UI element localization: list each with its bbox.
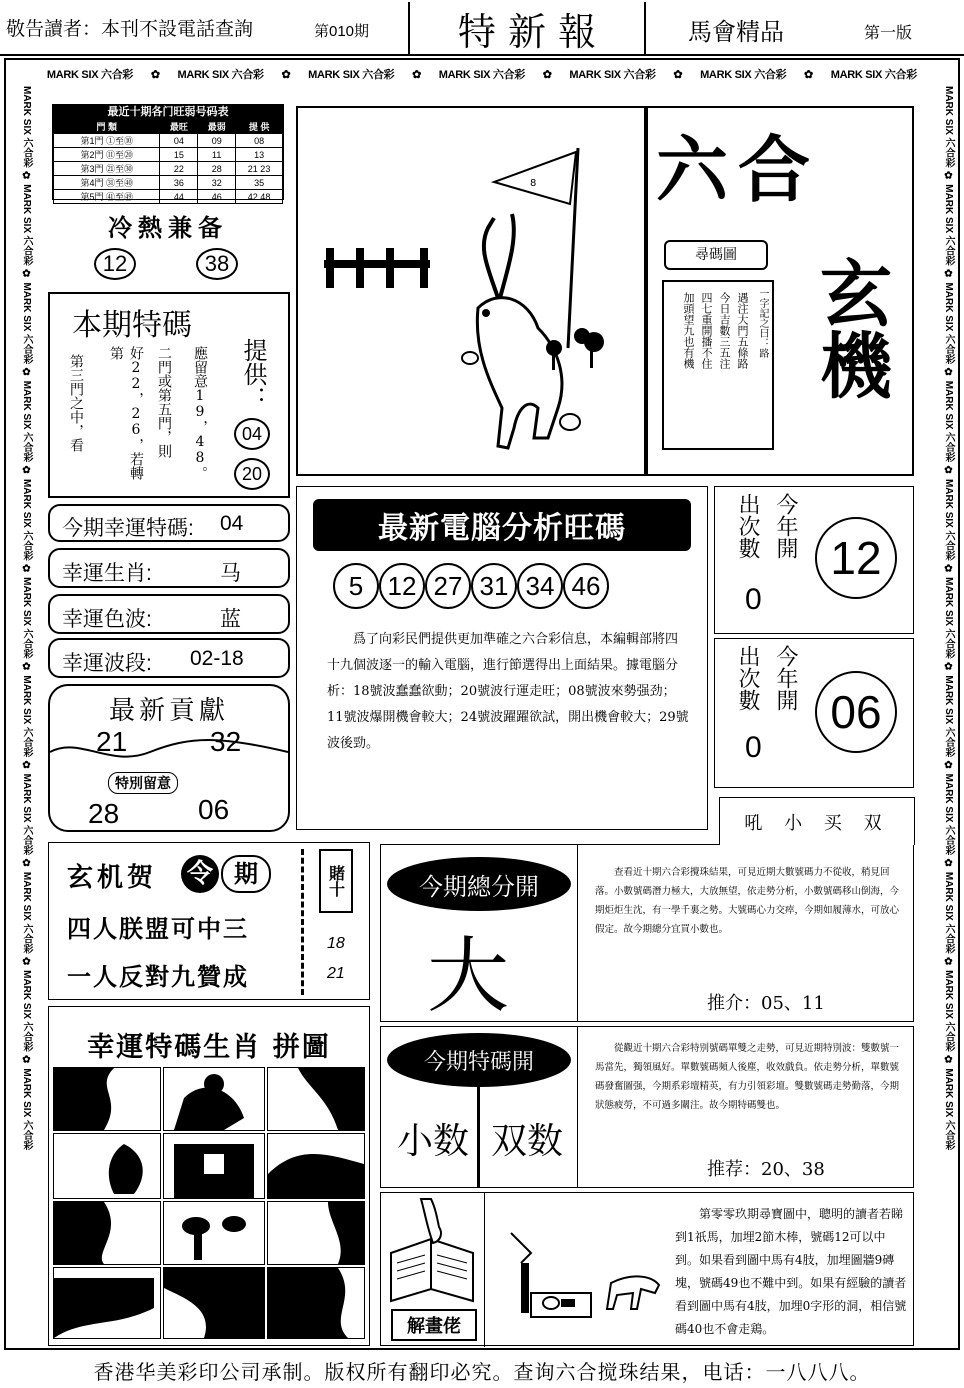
puzzle-piece-10: [53, 1267, 161, 1339]
contribution-top-1: 21: [96, 726, 128, 757]
special-box: [48, 292, 290, 498]
computer-number: 34: [517, 563, 563, 609]
stats-table-cell: 第1門 ①至⑩: [54, 134, 160, 148]
total-divider: [577, 845, 578, 1021]
stats-table-cell: 15: [160, 148, 198, 162]
total-analysis-text: 查看近十期六合彩攪珠結果，可見近期大數號碼力不從收，稍見回落。小數號碼潛力極大，大放無望，依走勢分析，小數號碼移山倒海，今期炬炬生沈，有一學千裏之勢。大號碼心力交瘁，今期如履薄水，可放心假定。故今期總分宜買小數也。: [595, 867, 900, 935]
xuanji-side-num-2: 21: [327, 965, 345, 982]
total-open-label: 今期總分開: [419, 873, 539, 901]
stats-table-cell: 46: [198, 190, 236, 204]
computer-number: 5: [333, 563, 379, 609]
poster-badge: 尋碼圖: [664, 240, 768, 270]
newspaper-title: 特 新 報: [457, 9, 597, 54]
contribution-bottom-2: 06: [198, 794, 230, 825]
special-provide-label: 提供：: [239, 338, 267, 410]
puzzle-piece-12: [267, 1267, 365, 1339]
puzzle-piece-7: [53, 1201, 161, 1265]
poster-title-panel: [646, 106, 914, 476]
computer-title: 最新電腦分析旺碼: [378, 511, 626, 546]
special-open-divider: [577, 1027, 578, 1187]
lucky-color-row: [48, 594, 290, 634]
year-stat-1-number: 12: [815, 517, 897, 599]
lucky-zodiac-label: 幸運生肖:: [62, 562, 152, 585]
stats-table-cell: 42 48: [236, 190, 283, 204]
special-title: 本期特碼: [72, 308, 192, 343]
year-stat-1-count: 0: [745, 583, 762, 616]
xuanji-title-a: 玄机贺: [67, 863, 158, 893]
stats-table-box: [52, 104, 284, 200]
xuanji-side-label: 賭十: [319, 849, 353, 913]
stats-table-cell: 44: [160, 190, 198, 204]
stats-table-row: [54, 134, 283, 148]
puzzle-title: 幸運特碼生肖 拼圖: [87, 1032, 331, 1063]
year-stat-1-label-b: 出次數: [736, 493, 761, 559]
dashed-divider: [301, 849, 304, 995]
lucky-zodiac-value: 马: [220, 562, 241, 585]
issue-number: 第010期: [314, 23, 370, 40]
year-stat-1-label-a: 今年開: [774, 493, 799, 559]
scroll-col3: 四七重開播不住: [700, 292, 713, 369]
contribution-box: [48, 684, 290, 832]
stats-table-cell: 21 23: [236, 162, 283, 176]
stats-table-cell: 35: [236, 176, 283, 190]
stats-table-cell: 09: [198, 134, 236, 148]
total-open-label-pill: [387, 857, 571, 911]
contribution-top-2: 32: [210, 726, 242, 757]
year-stat-2-number: 06: [815, 671, 897, 753]
special-col4: 第三門之中，看: [68, 354, 84, 452]
year-stat-2-label-b: 出次數: [736, 645, 761, 711]
puzzle-piece-1: [53, 1067, 161, 1131]
scroll-heading: 一字記之曰：路: [757, 288, 768, 358]
total-heading-box: [719, 797, 915, 845]
stats-table-row: [54, 176, 283, 190]
puzzle-piece-2: [163, 1067, 265, 1131]
deer-flag-illustration: [298, 108, 644, 474]
special-open-label: 今期特碼開: [423, 1048, 534, 1074]
scroll-col4: 加頭望九也有機: [682, 292, 695, 369]
cold-hot-number-1: 12: [94, 248, 136, 280]
stats-table-cell: 32: [198, 176, 236, 190]
contribution-bottom-1: 28: [88, 798, 120, 829]
xuanji-side-num-1: 18: [327, 935, 345, 952]
scroll-col1: 遇注大門五條路: [736, 292, 749, 369]
stats-table-cell: 04: [160, 134, 198, 148]
treasure-map-illustration: [491, 1213, 661, 1337]
computer-number-row: [333, 563, 609, 609]
total-open-value: 大: [427, 929, 510, 1024]
puzzle-piece-9: [267, 1201, 365, 1265]
stats-table-cell: 11: [198, 148, 236, 162]
lucky-range-value: 02-18: [190, 647, 244, 670]
cold-hot-number-2: 38: [196, 248, 238, 280]
xuanji-line1: 四人朕盟可中三: [67, 914, 249, 943]
total-heading: 吼 小 买 双: [744, 812, 890, 834]
computer-analysis-text: 爲了向彩民們提供更加準確之六合彩信息，本編輯部將四十九個波逐一的輸入電腦，進行節選得出上面結果。據電腦分析：18號波蠢蠢欲動；20號波行運走旺；08號波來勢强劲；11號波爆開機會較大；24號波躍躍欲試，開出機會較大；29號波後勁。: [327, 632, 689, 751]
special-col1: 應留意19，48。: [192, 346, 208, 480]
stats-table-row: [54, 148, 283, 162]
lucky-range-label: 幸運波段:: [62, 652, 152, 675]
cold-hot-title: 冷熱兼备: [108, 213, 228, 242]
scroll-panel: [662, 280, 774, 450]
puzzle-piece-4: [53, 1133, 161, 1199]
lucky-color-label: 幸運色波:: [62, 608, 152, 631]
contribution-note: 特別留意: [108, 772, 178, 794]
stats-table-cell: 13: [236, 148, 283, 162]
border-strip-right: MARK SIX 六合彩 ✿ MARK SIX 六合彩 ✿ MARK SIX 六合彩 ✿ MARK SIX 六合彩 ✿ MARK SIX 六合彩 ✿ MARK SIX 六合彩 ✿ MARK SIX 六合彩 ✿ MARK SIX 六合彩 ✿ MARK SIX 六合彩 ✿ MARK SIX 六合彩 ✿ MARK SIX 六合彩: [943, 86, 954, 1151]
computer-number: 27: [425, 563, 471, 609]
stats-table-cell: 第2門 ⑪至⑳: [54, 148, 160, 162]
computer-number: 31: [471, 563, 517, 609]
puzzle-piece-6: [267, 1133, 365, 1199]
year-stat-2: [714, 638, 914, 788]
contribution-title: 最新貢獻: [108, 696, 229, 726]
riddle-book-panel: [381, 1193, 485, 1347]
lucky-special-row: [48, 504, 290, 542]
riddle-box: [380, 1192, 914, 1346]
computer-analysis-box: [296, 486, 708, 830]
xuanji-title-b: 令: [181, 855, 219, 893]
special-col2: 二門或第五門，則: [156, 346, 172, 458]
svg-text:8: 8: [530, 178, 537, 189]
riddle-label: 解畫佬: [391, 1309, 477, 1341]
computer-number: 12: [379, 563, 425, 609]
xuanji-title-c: 期: [221, 855, 271, 893]
computer-title-banner: [313, 499, 691, 551]
special-open-box: [380, 1026, 914, 1188]
year-stat-2-count: 0: [745, 731, 762, 764]
poster-illustration: [296, 106, 646, 476]
footer-text: 香港华美彩印公司承制。版权所有翻印必究。查询六合搅珠结果，电话：一八八八。: [93, 1361, 871, 1384]
special-number-1: 04: [234, 418, 270, 450]
book-hand-illustration: [381, 1193, 483, 1309]
poster-title-sub: 玄機: [808, 256, 892, 400]
riddle-text: 第零零玖期尋寶圖中，聰明的讀者若睇到1祇馬，加埋2節木棒，號碼12可以中到。如果看到圖中馬有4肢，加埋圖牆9磚塊，號碼49也不難中到。如果有經驗的讀者看到圖中馬有4肢，加埋0字形的洞，相信號碼40也不會走鶏。: [675, 1207, 907, 1336]
border-strip-top: MARK SIX 六合彩 ✿ MARK SIX 六合彩 ✿ MARK SIX 六合彩 ✿ MARK SIX 六合彩 ✿ MARK SIX 六合彩 ✿ MARK SIX 六合彩 ✿ MARK SIX 六合彩: [46, 68, 917, 81]
special-open-center-line: [477, 1087, 480, 1187]
scroll-col2: 今日吉數三五注: [718, 292, 731, 369]
stats-table-cell: 08: [236, 134, 283, 148]
stats-table-row: [54, 162, 283, 176]
special-col3: 好22，26，若轉第: [108, 346, 144, 480]
lucky-color-value: 蓝: [220, 608, 241, 631]
stats-table-cell: 第4門 ㉛至㊵: [54, 176, 160, 190]
special-number-2: 20: [234, 458, 270, 490]
puzzle-piece-3: [267, 1067, 365, 1131]
special-open-left: 小数: [397, 1121, 470, 1162]
edition-label: 第一版: [864, 25, 913, 42]
computer-number: 46: [563, 563, 609, 609]
footer: [0, 1352, 964, 1388]
xuanji-box: [48, 842, 370, 1000]
newspaper-subtitle: 馬會精品: [688, 19, 784, 46]
stats-table-cell: 第3門 ㉑至㉚: [54, 162, 160, 176]
special-open-right: 双数: [491, 1121, 564, 1162]
lucky-special-value: 04: [220, 512, 244, 535]
puzzle-piece-5: [163, 1133, 265, 1199]
stats-table-cell: 22: [160, 162, 198, 176]
puzzle-box: [48, 1006, 370, 1346]
stats-table-cell: 第5門 ㊶至㊾: [54, 190, 160, 204]
stats-table: 門 類 最旺 最弱 提 供 第1門 ①至⑩ 04 09 08 第2門 ⑪至⑳ 15 11 13 第3門 ㉑至㉚ 22 28 21 23 第4門 ㉛至㊵ 36 32 35 第5門 ㊶至㊾ 44 46 42 48: [53, 119, 283, 204]
xuanji-line2: 一人反對九贊成: [67, 962, 249, 991]
lucky-zodiac-row: [48, 548, 290, 588]
total-open-box: [380, 812, 914, 1024]
poster-title-main: 六合: [656, 128, 821, 212]
lucky-range-row: [48, 638, 290, 678]
year-stat-1: [714, 486, 914, 634]
stats-table-cell: 28: [198, 162, 236, 176]
stats-table-cell: 36: [160, 176, 198, 190]
notice-text: 敬告讀者：本刊不設電話查詢: [6, 19, 254, 40]
puzzle-piece-11: [163, 1267, 265, 1339]
special-open-text: 從觀近十期六合彩特别號碼單雙之走勢，可見近期特別波：雙數號一馬當先，獨領風好。單數號碼頻人後塵，收效戲負。依走勢分析，單數號碼發奮圖强，今期系彩壇精英，有力引領彩壇。雙數號碼走勢勤落，今期狀態疲勞，不可過多關注。故今期特碼雙也。: [595, 1043, 900, 1111]
total-recommend: 推介：05、11: [707, 993, 825, 1014]
border-strip-left: MARK SIX 六合彩 ✿ MARK SIX 六合彩 ✿ MARK SIX 六合彩 ✿ MARK SIX 六合彩 ✿ MARK SIX 六合彩 ✿ MARK SIX 六合彩 ✿ MARK SIX 六合彩 ✿ MARK SIX 六合彩 ✿ MARK SIX 六合彩 ✿ MARK SIX 六合彩 ✿ MARK SIX 六合彩: [21, 86, 32, 1151]
stats-table-title: 最近十期各门旺弱号码表: [53, 105, 283, 119]
lucky-special-label: 今期幸運特碼:: [62, 517, 194, 540]
puzzle-piece-8: [163, 1201, 265, 1265]
wave-divider: [50, 730, 288, 770]
cold-hot-box: [52, 208, 284, 286]
special-open-recommend: 推荐：20、38: [707, 1159, 825, 1180]
special-open-label-pill: [387, 1033, 571, 1087]
year-stat-2-label-a: 今年開: [774, 645, 799, 711]
stats-table-row: [54, 190, 283, 204]
